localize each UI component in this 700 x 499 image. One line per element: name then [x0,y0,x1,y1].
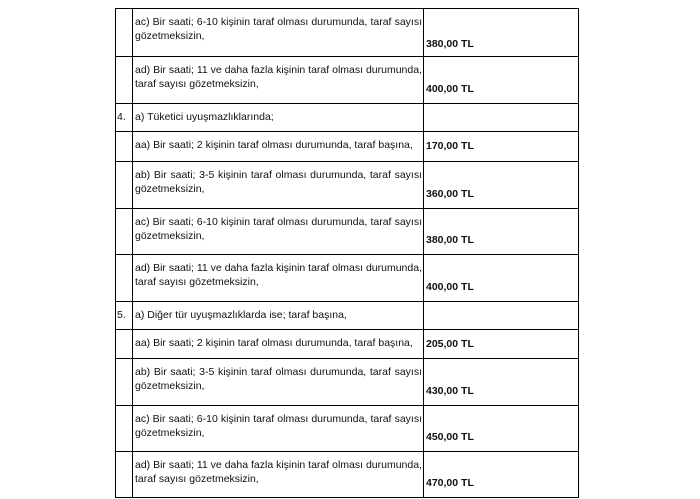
row-number [116,406,132,412]
row-number [116,57,132,63]
row-number-cell [116,9,133,57]
row-number [116,255,132,261]
description-cell [133,359,424,406]
table-row [116,9,579,57]
row-number-cell [116,57,133,104]
row-amount: 380,00 TL [426,38,474,50]
table-row [116,255,579,302]
amount-cell [424,302,579,330]
row-amount: 400,00 TL [426,281,474,293]
table-row [116,57,579,104]
row-description: ac) Bir saati; 6-10 kişinin taraf olması durumunda, taraf sayısı gözetmeksizin, [135,413,422,439]
table-row [116,132,579,162]
row-number: 5. [117,309,126,321]
description-cell [133,9,424,57]
amount-cell [424,330,579,359]
row-number [116,452,132,458]
row-description: ad) Bir saati; 11 ve daha fazla kişinin taraf olması durumunda, taraf sayısı gözetmeksizin, [135,64,422,90]
row-number-cell [116,330,133,359]
row-description: ac) Bir saati; 6-10 kişinin taraf olması durumunda, taraf sayısı gözetmeksizin, [135,216,422,242]
row-number [116,162,132,168]
row-amount: 430,00 TL [426,385,474,397]
row-amount: 450,00 TL [426,431,474,443]
amount-cell [424,452,579,498]
row-amount: 170,00 TL [426,140,474,152]
table-row [116,209,579,255]
amount-cell [424,104,579,132]
row-amount: 360,00 TL [426,188,474,200]
row-number [116,330,132,336]
description-cell [133,57,424,104]
amount-cell [424,9,579,57]
amount-cell [424,162,579,209]
row-number [116,359,132,365]
row-amount: 470,00 TL [426,477,474,489]
row-amount: 205,00 TL [426,338,474,350]
table-row [116,162,579,209]
row-number: 4. [117,111,126,123]
row-number-cell [116,406,133,452]
table-row [116,359,579,406]
row-description: ac) Bir saati; 6-10 kişinin taraf olması durumunda, taraf sayısı gözetmeksizin, [135,16,422,42]
row-number-cell [116,209,133,255]
description-cell [133,255,424,302]
row-description: aa) Bir saati; 2 kişinin taraf olması durumunda, taraf başına, [135,139,413,151]
description-cell [133,330,424,359]
description-cell [133,406,424,452]
description-cell [133,209,424,255]
row-description: a) Tüketici uyuşmazlıklarında; [135,111,274,123]
description-cell [133,132,424,162]
row-number [116,209,132,215]
table-row [116,330,579,359]
row-description: ab) Bir saati; 3-5 kişinin taraf olması durumunda, taraf sayısı gözetmeksizin, [135,169,422,195]
description-cell [133,302,424,330]
row-description: ad) Bir saati; 11 ve daha fazla kişinin taraf olması durumunda, taraf sayısı gözetmeksizin, [135,262,422,288]
row-description: ad) Bir saati; 11 ve daha fazla kişinin taraf olması durumunda, taraf sayısı gözetmeksizin, [135,459,422,485]
amount-cell [424,132,579,162]
row-number-cell [116,132,133,162]
description-cell [133,452,424,498]
amount-cell [424,57,579,104]
table-row [116,406,579,452]
row-amount: 380,00 TL [426,234,474,246]
section-row [116,302,579,330]
fee-table [115,8,579,498]
section-row [116,104,579,132]
description-cell [133,162,424,209]
row-number [116,9,132,15]
row-amount: 400,00 TL [426,83,474,95]
description-cell [133,104,424,132]
row-description: a) Diğer tür uyuşmazlıklarda ise; taraf başına, [135,309,347,321]
amount-cell [424,209,579,255]
amount-cell [424,359,579,406]
table-row [116,452,579,498]
row-number-cell [116,452,133,498]
row-number-cell [116,359,133,406]
row-number-cell [116,255,133,302]
row-number-cell [116,162,133,209]
row-number-cell [116,302,133,330]
row-description: ab) Bir saati; 3-5 kişinin taraf olması durumunda, taraf sayısı gözetmeksizin, [135,366,422,392]
amount-cell [424,406,579,452]
row-description: aa) Bir saati; 2 kişinin taraf olması durumunda, taraf başına, [135,337,413,349]
amount-cell [424,255,579,302]
row-number-cell [116,104,133,132]
row-number [116,132,132,138]
